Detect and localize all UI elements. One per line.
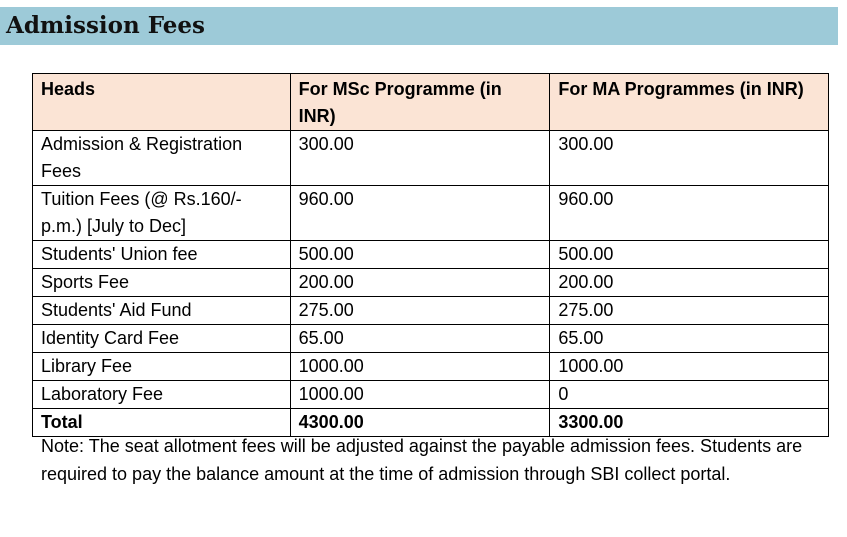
table-row: [33, 381, 829, 409]
row-ma-amount: 960.00: [550, 186, 829, 241]
header-heads: Heads: [33, 74, 291, 131]
row-ma-amount: 65.00: [550, 325, 829, 353]
table-row: [33, 186, 829, 241]
fees-note: Note: The seat allotment fees will be adjusted against the payable admission fees. Students are required to pay the balance amount at the time of admission through SBI collect portal.: [41, 436, 803, 484]
total-msc-amount: 4300.00: [290, 409, 550, 437]
section-title: Admission Fees: [6, 12, 205, 39]
row-msc-amount: 500.00: [290, 241, 550, 269]
row-head: Tuition Fees (@ Rs.160/- p.m.) [July to Dec]: [33, 186, 291, 241]
row-ma-amount: 1000.00: [550, 353, 829, 381]
row-ma-amount: 200.00: [550, 269, 829, 297]
row-msc-amount: 200.00: [290, 269, 550, 297]
row-ma-amount: 0: [550, 381, 829, 409]
row-head: Admission & Registration Fees: [33, 131, 291, 186]
table-row: [33, 131, 829, 186]
row-ma-amount: 300.00: [550, 131, 829, 186]
row-ma-amount: 500.00: [550, 241, 829, 269]
table-header-row: [33, 74, 829, 131]
row-head: Students' Aid Fund: [33, 297, 291, 325]
row-msc-amount: 1000.00: [290, 381, 550, 409]
table-row: [33, 297, 829, 325]
admission-fees-table: [32, 73, 829, 437]
header-ma: For MA Programmes (in INR): [550, 74, 829, 131]
row-head: Students' Union fee: [33, 241, 291, 269]
row-head: Sports Fee: [33, 269, 291, 297]
row-ma-amount: 275.00: [550, 297, 829, 325]
row-msc-amount: 300.00: [290, 131, 550, 186]
row-head: Library Fee: [33, 353, 291, 381]
table-row: [33, 325, 829, 353]
header-msc: For MSc Programme (in INR): [290, 74, 550, 131]
section-heading-bar: [0, 7, 838, 45]
row-msc-amount: 65.00: [290, 325, 550, 353]
row-msc-amount: 275.00: [290, 297, 550, 325]
total-ma-amount: 3300.00: [550, 409, 829, 437]
total-label: Total: [33, 409, 291, 437]
table-row: [33, 241, 829, 269]
table-row: [33, 353, 829, 381]
row-head: Laboratory Fee: [33, 381, 291, 409]
row-msc-amount: 1000.00: [290, 353, 550, 381]
row-msc-amount: 960.00: [290, 186, 550, 241]
row-head: Identity Card Fee: [33, 325, 291, 353]
table-row: [33, 269, 829, 297]
